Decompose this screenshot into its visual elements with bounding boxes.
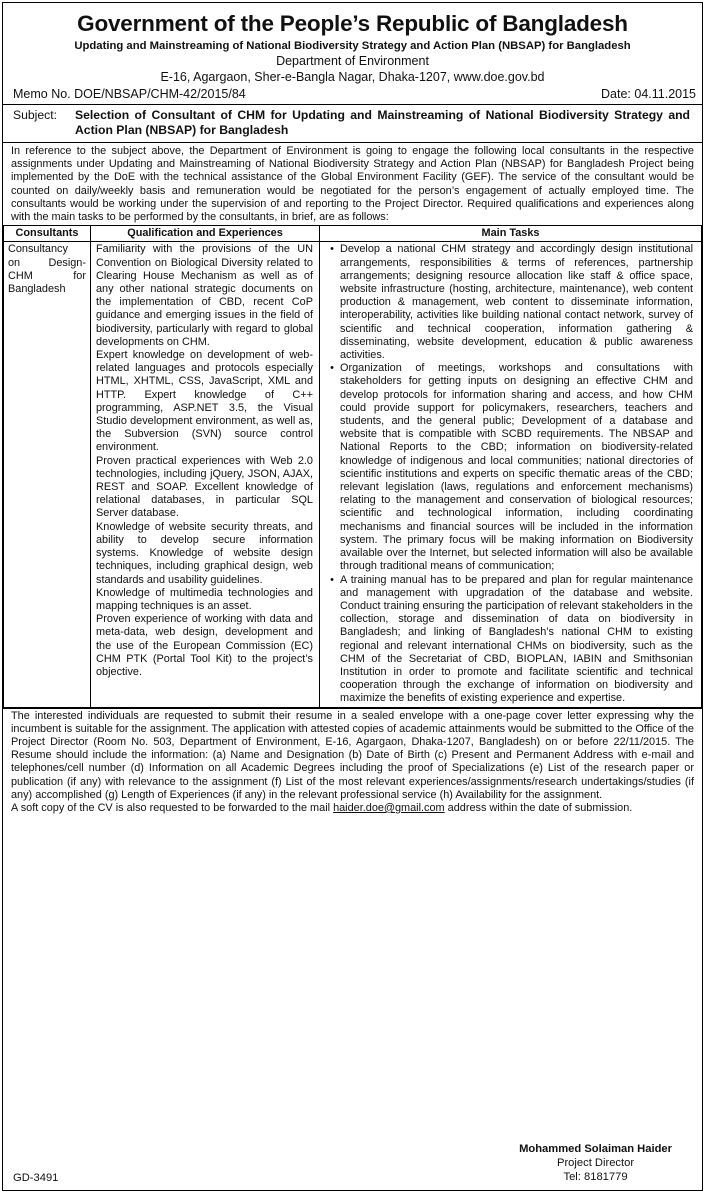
qualification-item: Proven practical experiences with Web 2.0 technologies, including jQuery, JSON, AJAX, REST and SOAP. Excellent knowledge of relational databases, in particular SQL Server database.	[96, 454, 313, 520]
subject-text: Selection of Consultant of CHM for Updating and Mainstreaming of National Biodiversity Strategy and Action Plan (NBSAP) for Bangladesh	[75, 108, 690, 137]
table-header-row	[4, 226, 702, 242]
header-main-tasks: Main Tasks	[320, 226, 702, 242]
qualification-item: Expert knowledge on development of web-related languages and protocols especially HTML, XHTML, CSS, JavaScript, XML and HTTP. Expert knowledge of C++ programming, ASP.NET 3.5, the Visual Studio development environment, as well as, the Subversion (SVN) source control environment.	[96, 349, 313, 454]
consultant-name-line: Bangladesh	[8, 283, 66, 296]
signatory-telephone: Tel: 8181779	[563, 1171, 628, 1183]
consultant-name-line: Consultancy	[8, 243, 68, 256]
consultant-name-line: on Design-	[8, 256, 86, 269]
application-instructions	[3, 708, 702, 816]
subject-line	[3, 105, 702, 141]
table-row	[4, 242, 702, 707]
softcopy-paragraph	[11, 802, 694, 815]
memo-number: Memo No. DOE/NBSAP/CHM-42/2015/84	[13, 87, 246, 101]
memo-row	[3, 86, 702, 102]
memo-date: Date: 04.11.2015	[601, 87, 696, 101]
page-title: Government of the People’s Republic of Bangladesh	[77, 11, 628, 36]
header-qualifications: Qualification and Experiences	[91, 226, 320, 242]
bullet-icon: •	[330, 362, 334, 375]
qualification-item: Proven experience of working with data and meta-data, web design, development and the use of the European Commission (EC) CHM PTK (Portal Tool Kit) to the project’s objective.	[96, 613, 313, 678]
qualification-item: Familiarity with the provisions of the UN Convention on Biological Diversity related to Clearing House Mechanism as well as of any other national strategic documents on the implementation of CBD, recent CoP guidance and emerging issues in the field of biodiversity, particularly with regard to global developments on CHM.	[96, 243, 313, 348]
header-consultants: Consultants	[4, 226, 91, 242]
consultant-table	[3, 225, 702, 707]
gd-number: GD-3491	[13, 1172, 59, 1184]
bullet-icon: •	[330, 573, 334, 586]
softcopy-text: A soft copy of the CV is also requested to be forwarded to the mail	[11, 801, 334, 814]
department-name: Department of Environment	[276, 54, 429, 68]
softcopy-text-end: address within the date of submission.	[444, 801, 633, 814]
list-item	[324, 362, 693, 573]
tasks-list	[324, 243, 693, 705]
advertisement-page	[2, 2, 703, 1191]
task-text: A training manual has to be prepared and plan for regular maintenance and management with upgradation of the database and website. Conduct training ensuring the participation of relevant stakeholders in the collection, storage and dissemination of data on biodiversity in Bangladesh; and linking of Bangladesh’s national CHM to existing regional and relevant international CHMs on biodiversity, such as the CHM of the Secretariat of CBD, BIOPLAN, IABIN and Smithsonian Institution in order to promote and facilitate scientific and technical cooperation through the exchange of information on biodiversity and maximize the benefits of existing experience and expertise.	[340, 573, 693, 705]
qualifications-cell	[91, 242, 320, 707]
email-link[interactable]: haider.doe@gmail.com	[333, 801, 445, 814]
task-text: Organization of meetings, workshops and consultations with stakeholders for getting inputs on designing an effective CHM and develop protocols for information sharing and access, and how CHM could provide support for policymakers, researchers, teachers and students, and the general public; Development of a database and website that is compatible with SCBD requirements. The NBSAP and National Reports to the CBD; information on biodiversity-related knowledge of indigenous and local communities; national directories of scientific institutions and experts on specific thematic areas of the CBD; relevant legislation (laws, regulations and enforcement mechanisms) relating to the management and conservation of biological resources; scientific and technological information, including coordinating mechanisms and financial sources will be included in the information system. The primary focus will be making information on Biodiversity available over the Internet, but selected information will also be available through traditional means of communication;	[340, 362, 693, 573]
signatory-designation: Project Director	[556, 1157, 635, 1169]
qualification-item: Knowledge of website security threats, and ability to develop secure information systems. Knowledge of website design techniques, including graphical design, web standards and usability guidelines.	[96, 520, 313, 586]
task-text: Develop a national CHM strategy and accordingly design institutional arrangements, responsibilities & terms of references, partnership arrangements; designing resource allocation like staff & office space, website infrastructure (hosting, architecture, maintenance), web content production & management, web content to disseminate information, interoperability, activities like building national contact network, survey of scientific and technical cooperation, information gathering & disseminating, website development, education & public awareness activities.	[340, 243, 693, 362]
signature-block	[519, 1142, 672, 1184]
bullet-icon: •	[330, 243, 334, 256]
consultant-name-line: CHM for	[8, 269, 86, 282]
department-address: E-16, Agargaon, Sher-e-Bangla Nagar, Dhaka-1207, www.doe.gov.bd	[160, 70, 545, 84]
subject-label: Subject:	[13, 108, 58, 122]
signatory-name: Mohammed Solaiman Haider	[519, 1143, 672, 1155]
project-subtitle: Updating and Mainstreaming of National Biodiversity Strategy and Action Plan (NBSAP) for Bangladesh	[74, 40, 631, 52]
list-item	[324, 243, 693, 362]
consultant-cell	[4, 242, 91, 707]
qualification-item: Knowledge of multimedia technologies and mapping techniques is an asset.	[96, 586, 313, 612]
submission-paragraph: The interested individuals are requested to submit their resume in a sealed envelope with a one-page cover letter expressing why the incumbent is suitable for the assignment. The application with attested copies of academic attainments would be submitted to the Office of the Project Director (Room No. 503, Department of Environment, E-16, Agargaon, Dhaka-1207, Bangladesh) on or before 22/11/2015. The Resume should include the information: (a) Name and Designation (b) Date of Birth (c) Present and Permanent Address with e-mail and telephones/cell number (d) Information on all Academic Degrees including the proof of Specializations (e) List of the research paper or publication (if any) with relevance to the assignment (f) List of the most relevant experiences/assignments/research undertakings/studies (if any) accomplished (g) Length of Experiences (if any) in the relevant professional service (h) Availability for the assignment.	[11, 709, 694, 801]
tasks-cell	[320, 242, 702, 707]
list-item	[324, 574, 693, 706]
intro-paragraph: In reference to the subject above, the Department of Environment is going to engage the following local consultants in the respective assignments under Updating and Mainstreaming of National Biodiversity Strategy and Action Plan (NBSAP) for Bangladesh Project being implemented by the DoE with the technical assistance of the Global Environment Facility (GEF). The service of the consultant would be counted on daily/weekly basis and remuneration would be negotiated for the person’s engagement of actually employed time. The consultants would be working under the supervision of and reporting to the Project Director. Required qualifications and experiences along with the main tasks to be performed by the consultants, in brief, are as follows:	[11, 145, 694, 224]
